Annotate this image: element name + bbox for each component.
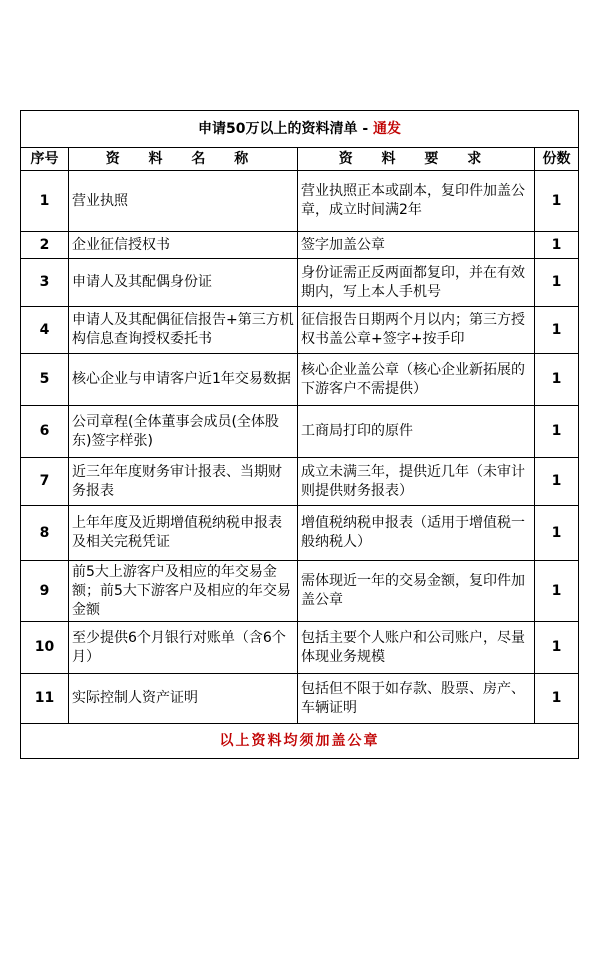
table-row [21, 406, 579, 458]
row-number: 6 [21, 406, 69, 458]
footer-note: 以上资料均须加盖公章 [21, 724, 579, 759]
row-material-name: 营业执照 [69, 171, 298, 232]
row-material-name: 申请人及其配偶身份证 [69, 259, 298, 307]
row-copies: 1 [535, 232, 579, 259]
title-accent: 通发 [373, 120, 402, 137]
header-copies: 份数 [535, 148, 579, 171]
row-number: 4 [21, 307, 69, 354]
title-main: 申请50万以上的资料清单 - [198, 120, 374, 137]
table-row [21, 307, 579, 354]
row-number: 5 [21, 354, 69, 406]
row-copies: 1 [535, 406, 579, 458]
table-row [21, 354, 579, 406]
row-material-name: 前5大上游客户及相应的年交易金额；前5大下游客户及相应的年交易金额 [69, 561, 298, 622]
row-requirement: 包括但不限于如存款、股票、房产、车辆证明 [298, 674, 535, 724]
row-requirement: 成立未满三年，提供近几年（未审计则提供财务报表） [298, 458, 535, 506]
table-row [21, 259, 579, 307]
row-requirement: 需体现近一年的交易金额，复印件加盖公章 [298, 561, 535, 622]
table-row [21, 561, 579, 622]
document-sheet [20, 110, 578, 759]
row-number: 2 [21, 232, 69, 259]
row-material-name: 公司章程(全体董事会成员(全体股东)签字样张) [69, 406, 298, 458]
row-number: 8 [21, 506, 69, 561]
header-name: 资 料 名 称 [69, 148, 298, 171]
row-copies: 1 [535, 307, 579, 354]
header-requirement: 资 料 要 求 [298, 148, 535, 171]
table-row [21, 622, 579, 674]
footer-row [21, 724, 579, 759]
row-requirement: 征信报告日期两个月以内；第三方授权书盖公章+签字+按手印 [298, 307, 535, 354]
row-material-name: 核心企业与申请客户近1年交易数据 [69, 354, 298, 406]
row-requirement: 身份证需正反两面都复印，并在有效期内，写上本人手机号 [298, 259, 535, 307]
row-requirement: 营业执照正本或副本，复印件加盖公章，成立时间满2年 [298, 171, 535, 232]
table-row [21, 171, 579, 232]
row-requirement: 包括主要个人账户和公司账户，尽量体现业务规模 [298, 622, 535, 674]
row-number: 3 [21, 259, 69, 307]
row-requirement: 增值税纳税申报表（适用于增值税一般纳税人） [298, 506, 535, 561]
table-row [21, 232, 579, 259]
row-copies: 1 [535, 171, 579, 232]
row-material-name: 申请人及其配偶征信报告+第三方机构信息查询授权委托书 [69, 307, 298, 354]
row-material-name: 至少提供6个月银行对账单（含6个月） [69, 622, 298, 674]
row-material-name: 上年年度及近期增值税纳税申报表及相关完税凭证 [69, 506, 298, 561]
row-copies: 1 [535, 458, 579, 506]
table-title [21, 111, 579, 148]
table-row [21, 674, 579, 724]
row-material-name: 近三年年度财务审计报表、当期财务报表 [69, 458, 298, 506]
row-copies: 1 [535, 561, 579, 622]
row-copies: 1 [535, 354, 579, 406]
header-row [21, 148, 579, 171]
row-copies: 1 [535, 506, 579, 561]
header-num: 序号 [21, 148, 69, 171]
row-requirement: 工商局打印的原件 [298, 406, 535, 458]
materials-table [20, 110, 579, 759]
row-requirement: 签字加盖公章 [298, 232, 535, 259]
row-material-name: 企业征信授权书 [69, 232, 298, 259]
title-row [21, 111, 579, 148]
row-number: 7 [21, 458, 69, 506]
row-material-name: 实际控制人资产证明 [69, 674, 298, 724]
row-number: 1 [21, 171, 69, 232]
row-copies: 1 [535, 622, 579, 674]
table-row [21, 458, 579, 506]
row-requirement: 核心企业盖公章（核心企业新拓展的下游客户不需提供） [298, 354, 535, 406]
row-copies: 1 [535, 674, 579, 724]
table-row [21, 506, 579, 561]
row-number: 9 [21, 561, 69, 622]
row-number: 11 [21, 674, 69, 724]
row-number: 10 [21, 622, 69, 674]
row-copies: 1 [535, 259, 579, 307]
